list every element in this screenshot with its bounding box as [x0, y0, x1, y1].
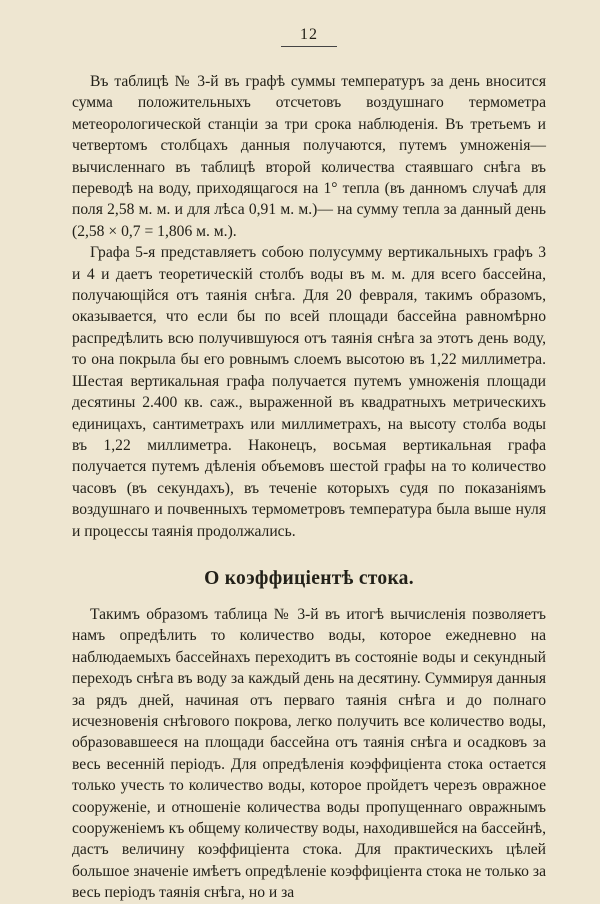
- paragraph-column-five: Графа 5-я представляетъ собою полусумму вертикальныхъ графъ 3 и 4 и даетъ теоретическій столбъ воды въ м. м. для всего бассейна, получающійся отъ таянія снѣга. Для 20 февраля, такимъ образомъ, оказывается, что если бы по всей площади бассейна равномѣрно распредѣлить всю получившуюся отъ таянія снѣга за этотъ день воду, то она покрыла бы его ровнымъ слоемъ высотою въ 1,22 миллиметра. Шестая вертикальная графа получается путемъ умноженія площади десятины 2.400 кв. саж., выраженной въ квадратныхъ метрическихъ единицахъ, сантиметрахъ или миллиметрахъ, на высоту столба воды въ 1,22 миллиметра. Наконецъ, восьмая вертикальная графа получается путемъ дѣленія объемовъ шестой графы на то количество часовъ (въ секундахъ), въ теченіе которыхъ судя по показаніямъ воздушнаго и почвенныхъ термометровъ температура была выше нуля и процессы таянія продолжались.: [72, 244, 546, 540]
- paragraph-runoff-coefficient: Такимъ образомъ таблица № 3-й въ итогѣ вычисленія позволяетъ намъ опредѣлить то количество воды, которое ежедневно на наблюдаемыхъ бассейнахъ переходитъ въ состояніе воды и секундный переходъ снѣга въ воду за каждый день на десятину. Суммируя данныя за рядъ дней, начиная отъ перваго таянія снѣга и до полнаго исчезновенія снѣгового покрова, легко получить все количество воды, образовавшееся на площади бассейна отъ таянія снѣга и осадковъ за весь весенній періодъ. Для опредѣленія коэффиціента стока остается только учесть то количество воды, которое пройдетъ черезъ овражное сооруженіе, и отношеніе количества воды пропущеннаго овражнымъ сооруженіемъ къ общему количеству воды, находившейся на бассейнѣ, дастъ величину коэффиціента стока. Для практическихъ цѣлей большое значеніе имѣетъ опредѣленіе коэффиціента стока не только за весь періодъ таянія снѣга, но и за: [72, 605, 546, 902]
- paragraph-table-columns: Въ таблицѣ № 3-й въ графѣ суммы температуръ за день вносится сумма положительныхъ отсчетовъ воздушнаго термометра метеорологической станціи за три срока наблюденія. Въ третьемъ и четвертомъ столбцахъ данныя получаются, путемъ умноженія—вычисленнаго въ таблицѣ второй количества стаявшаго снѣга въ переводѣ на воду, приходящагося на 1° тепла (въ данномъ случаѣ для поля 2,58 м. м. и для лѣса 0,91 м. м.)— на сумму тепла за данный день (2,58 × 0,7 = 1,806 м. м.).: [72, 73, 546, 240]
- page-number-rule: [281, 46, 337, 47]
- page-number: 12: [300, 26, 318, 43]
- section-heading: О коэффиціентѣ стока.: [204, 567, 414, 589]
